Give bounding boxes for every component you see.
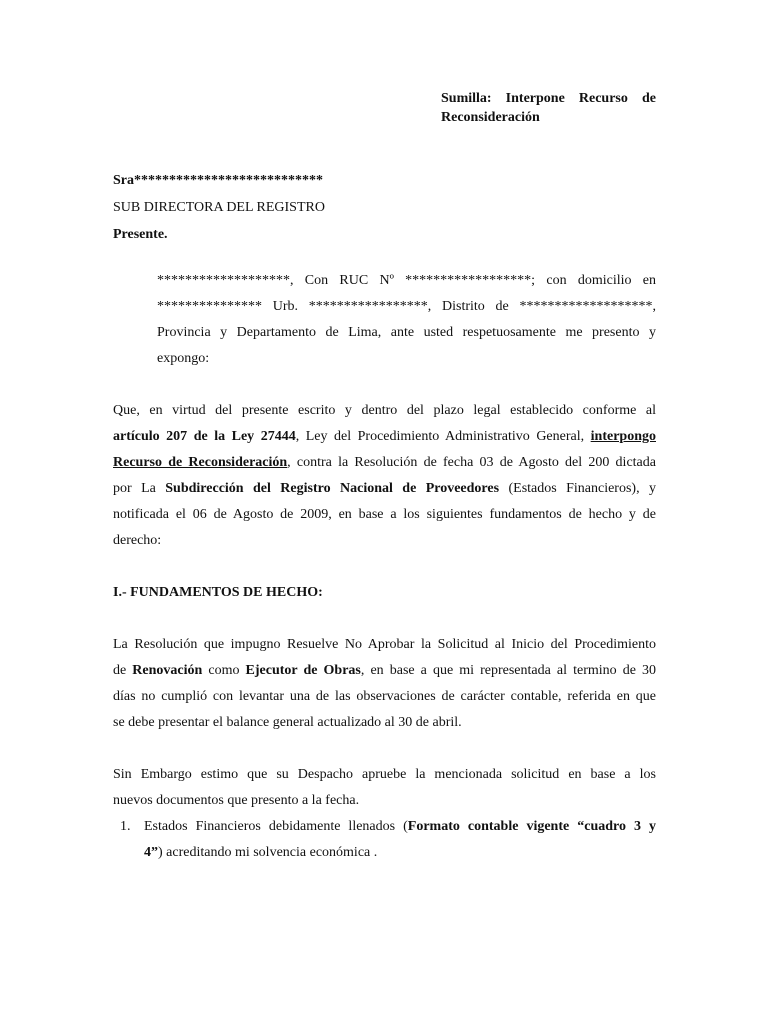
law-reference: artículo 207 de la Ley 27444 <box>113 429 296 444</box>
intro-line-2: *************** Urb. *****************, Distrito de *******************, <box>157 299 656 314</box>
intro-paragraph <box>157 268 656 372</box>
renovacion-text: Renovación <box>132 663 203 678</box>
interpongo-text: interpongo <box>590 429 656 444</box>
subdireccion-text: Subdirección del Registro Nacional de Proveedores <box>165 481 500 496</box>
recurso-text: Recurso de Reconsideración <box>113 455 288 470</box>
sumilla-block <box>441 89 656 127</box>
cuadro-number: 4” <box>144 845 158 860</box>
facts-line-4: se debe presentar el balance general actualizado al 30 de abril. <box>113 715 462 730</box>
intro-line-3: Provincia y Departamento de Lima, ante usted respetuosamente me presento y <box>157 325 656 340</box>
ejecutor-text: Ejecutor de Obras <box>245 663 361 678</box>
addressee-block <box>113 167 673 248</box>
list-item-line-2-b: ) acreditando mi solvencia económica . <box>158 845 378 860</box>
section-heading: I.- FUNDAMENTOS DE HECHO: <box>113 585 323 600</box>
facts-line-1: La Resolución que impugno Resuelve No Aprobar la Solicitud al Inicio del Procedimiento <box>113 637 656 652</box>
facts-line-2-a: de <box>113 663 133 678</box>
addressee-title: SUB DIRECTORA DEL REGISTRO <box>113 200 325 215</box>
list-item-line-1-a: Estados Financieros debidamente llenados ( <box>144 819 408 834</box>
however-paragraph <box>113 762 656 814</box>
addressee-greeting: Presente. <box>113 227 168 242</box>
addressee-name: Sra*************************** <box>113 173 323 188</box>
petition-line-3 <box>113 450 656 476</box>
list-item-line-2 <box>144 840 656 866</box>
petition-line-2-text: , Ley del Procedimiento Administrativo General, <box>295 429 591 444</box>
intro-line-4: expongo: <box>157 351 210 366</box>
facts-line-3: días no cumplió con levantar una de las observaciones de carácter contable, referida en que <box>113 689 656 704</box>
facts-line-2-c: como <box>202 663 246 678</box>
petition-line-6: derecho: <box>113 533 162 548</box>
petition-line-1: Que, en virtud del presente escrito y dentro del plazo legal establecido conforme al <box>113 403 656 418</box>
petition-paragraph <box>113 398 656 554</box>
list-item <box>144 814 656 866</box>
petition-line-4-text-a: por La <box>113 481 166 496</box>
however-line-1: Sin Embargo estimo que su Despacho apruebe la mencionada solicitud en base a los <box>113 767 656 782</box>
petition-line-5: notificada el 06 de Agosto de 2009, en base a los siguientes fundamentos de hecho y de <box>113 507 656 522</box>
list-item-number: 1. <box>120 819 131 834</box>
however-line-2: nuevos documentos que presento a la fecha. <box>113 793 360 808</box>
sumilla-line-1: Sumilla: Interpone Recurso de <box>441 91 656 106</box>
sumilla-line-2: Reconsideración <box>441 110 540 125</box>
petition-line-4-text-c: (Estados Financieros), y <box>499 481 656 496</box>
petition-line-4 <box>113 476 656 502</box>
list-item-line-1 <box>144 814 656 840</box>
intro-line-1: *******************, Con RUC Nº ******************; con domicilio en <box>157 273 656 288</box>
facts-line-2-e: , en base a que mi representada al termino de 30 <box>360 663 656 678</box>
formato-text: Formato contable vigente “cuadro 3 y <box>407 819 657 834</box>
petition-line-3-text: , contra la Resolución de fecha 03 de Agosto del 200 dictada <box>287 455 656 470</box>
petition-line-2 <box>113 424 656 450</box>
facts-line-2 <box>113 658 656 684</box>
facts-paragraph <box>113 632 656 736</box>
